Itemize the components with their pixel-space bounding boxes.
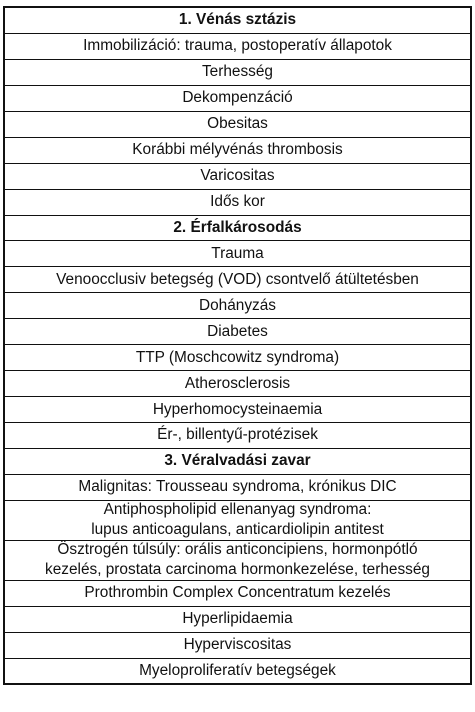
table-row: Malignitas: Trousseau syndroma, krónikus DIC	[5, 475, 470, 501]
table-row: Korábbi mélyvénás thrombosis	[5, 138, 470, 164]
table-row: Varicositas	[5, 164, 470, 190]
risk-factor-table	[3, 6, 472, 685]
table-row: Antiphospholipid ellenanyag syndroma: lupus anticoagulans, anticardiolipin antitest	[5, 501, 470, 541]
table-row: Myeloproliferatív betegségek	[5, 659, 470, 685]
table-row: Prothrombin Complex Concentratum kezelés	[5, 581, 470, 607]
table-row: Hyperhomocysteinaemia	[5, 397, 470, 423]
table-row: Terhesség	[5, 60, 470, 86]
table-row: TTP (Moschcowitz syndroma)	[5, 345, 470, 371]
table-row: Idős kor	[5, 190, 470, 216]
section-heading-vessel-wall-damage: 2. Érfalkárosodás	[5, 216, 470, 242]
table-row: Ér-, billentyű-protézisek	[5, 423, 470, 449]
table-row: Diabetes	[5, 319, 470, 345]
table-row: Trauma	[5, 241, 470, 267]
section-heading-coagulation-disorder: 3. Véralvadási zavar	[5, 449, 470, 475]
table-row: Hyperlipidaemia	[5, 607, 470, 633]
table-row: Dekompenzáció	[5, 86, 470, 112]
table-row: Immobilizáció: trauma, postoperatív állapotok	[5, 34, 470, 60]
table-row: Obesitas	[5, 112, 470, 138]
table-row: Dohányzás	[5, 293, 470, 319]
section-heading-venous-stasis: 1. Vénás sztázis	[5, 8, 470, 34]
table-row: Atherosclerosis	[5, 371, 470, 397]
table-row: Hyperviscositas	[5, 633, 470, 659]
table-row: Venoocclusiv betegség (VOD) csontvelő átültetésben	[5, 267, 470, 293]
table-row: Ösztrogén túlsúly: orális anticoncipiens, hormonpótló kezelés, prostata carcinoma hormonkezelése, terhesség	[5, 541, 470, 581]
